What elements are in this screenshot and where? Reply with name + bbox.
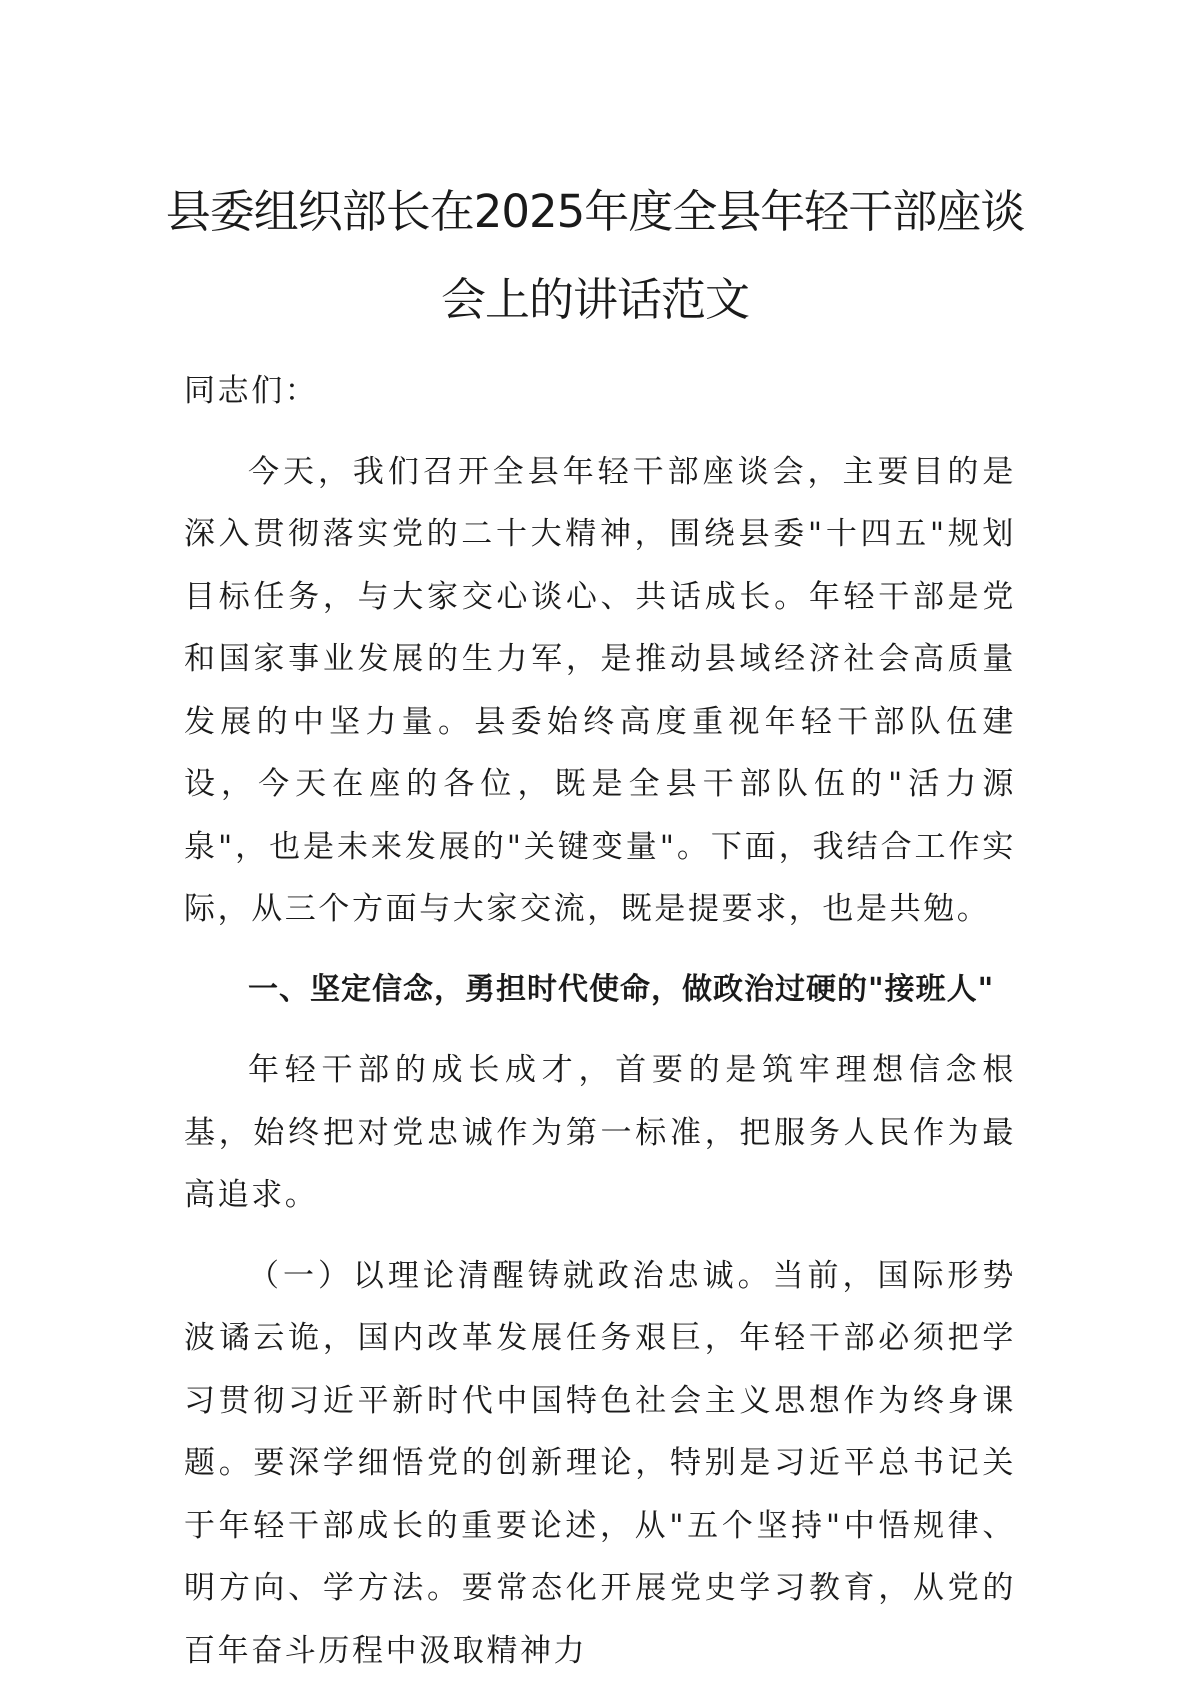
section-heading: 一、坚定信念，勇担时代使命，做政治过硬的"接班人" [248,971,995,1007]
salutation: 同志们： [184,373,319,409]
intro-paragraph: 今天，我们召开全县年轻干部座谈会，主要目的是深入贯彻落实党的二十大精神，围绕县委"十四五"规划目标任务，与大家交心谈心、共话成长。年轻干部是党和国家事业发展的生力军，是推动县域经济社会高质量发展的中坚力量。县委始终高度重视年轻干部队伍建设，今天在座的各位，既是全县干部队伍的"活力源泉"，也是未来发展的"关键变量"。下面，我结合工作实际，从三个方面与大家交流，既是提要求，也是共勉。 [184,453,1016,927]
section-paragraph-1: 年轻干部的成长成才，首要的是筑牢理想信念根基，始终把对党忠诚作为第一标准，把服务人民作为最高追求。 [184,1052,1016,1213]
title-line-1: 县委组织部长在2025年度全县年轻干部座谈 [165,185,1025,238]
document-body [184,360,1016,1700]
document-title [150,168,1040,344]
title-line-2: 会上的讲话范文 [440,273,749,326]
section-paragraph-2: （一）以理论清醒铸就政治忠诚。当前，国际形势波谲云诡，国内改革发展任务艰巨，年轻干部必须把学习贯彻习近平新时代中国特色社会主义思想作为终身课题。要深学细悟党的创新理论，特别是习近平总书记关于年轻干部成长的重要论述，从"五个坚持"中悟规律、明方向、学方法。要常态化开展党史学习教育，从党的百年奋斗历程中汲取精神力 [184,1257,1016,1669]
